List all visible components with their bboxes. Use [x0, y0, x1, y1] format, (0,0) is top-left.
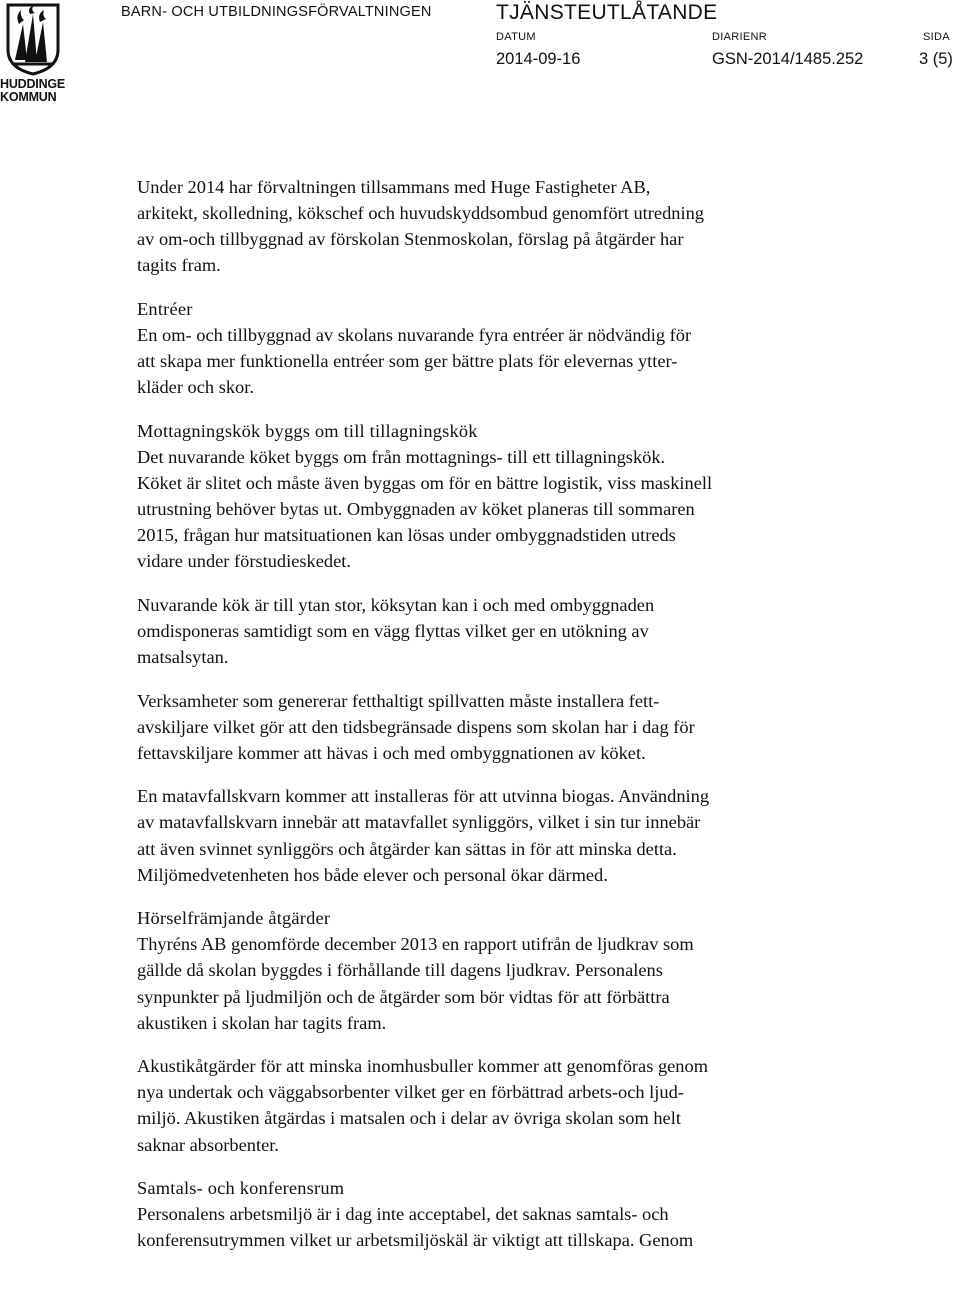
body-text-line: Personalens arbetsmiljö är i dag inte acceptabel, det saknas samtals- och — [137, 1204, 669, 1225]
section-heading: Samtals- och konferensrum — [137, 1178, 345, 1199]
paragraph-gap — [137, 574, 857, 592]
body-text-line: nya undertak och väggabsorbenter vilket ger en förbättrad arbets-och ljud- — [137, 1082, 684, 1103]
paragraph-gap — [137, 888, 857, 906]
page-number: 3 (5) — [919, 50, 953, 68]
logo-name-line2: KOMMUN — [0, 90, 57, 104]
body-text-line: Miljömedvetenheten hos både elever och personal ökar därmed. — [137, 864, 608, 885]
body-text-line: att även svinnet synliggörs och åtgärder kan sättas in för att minska detta. — [137, 838, 677, 859]
municipality-logo — [0, 0, 68, 108]
document-header — [0, 0, 960, 110]
body-section — [137, 296, 857, 400]
body-section — [137, 1175, 857, 1253]
paragraph-gap — [137, 400, 857, 418]
body-text-line: att skapa mer funktionella entréer som ger bättre plats för elevernas ytter- — [137, 351, 678, 372]
section-heading: Entréer — [137, 298, 193, 319]
body-text-line: av matavfallskvarn innebär att matavfallet synliggörs, vilket i sin tur innebär — [137, 812, 701, 833]
body-text-line: arkitekt, skolledning, kökschef och huvudskyddsombud genomfört utredning — [137, 203, 704, 224]
body-text-line: konferensutrymmen vilket ur arbetsmiljöskäl är viktigt att tillskapa. Genom — [137, 1230, 694, 1251]
paragraph-gap — [137, 670, 857, 688]
body-text-line: En matavfallskvarn kommer att installeras för att utvinna biogas. Användning — [137, 786, 710, 807]
body-section — [137, 592, 857, 670]
body-text-line: miljö. Akustiken åtgärdas i matsalen och i delar av övriga skolan som helt — [137, 1108, 681, 1129]
body-text-line: saknar absorbenter. — [137, 1134, 279, 1155]
body-section — [137, 418, 857, 575]
body-text-line: kläder och skor. — [137, 377, 254, 398]
logo-name-line1: HUDDINGE — [0, 77, 66, 91]
body-text-line: Det nuvarande köket byggs om från mottagnings- till ett tillagningskök. — [137, 446, 666, 467]
paragraph-gap — [137, 766, 857, 784]
municipal-crest-icon — [5, 2, 61, 76]
body-text-line: avskiljare vilket gör att den tidsbegränsade dispens som skolan har i dag för — [137, 716, 695, 737]
diary-number-label: DIARIENR — [712, 31, 767, 43]
body-section — [137, 688, 857, 766]
body-text-line: Under 2014 har förvaltningen tillsammans med Huge Fastigheter AB, — [137, 177, 651, 197]
section-heading: Hörselfrämjande åtgärder — [137, 908, 331, 929]
body-text-line: utrustning behöver bytas ut. Ombyggnaden av köket planeras till sommaren — [137, 499, 695, 520]
body-text-line: av om-och tillbyggnad av förskolan Stenmoskolan, förslag på åtgärder har — [137, 229, 684, 250]
body-text-line: fettavskiljare kommer att hävas i och med ombyggnationen av köket. — [137, 742, 646, 763]
date-label: DATUM — [496, 31, 536, 43]
body-text-line: tagits fram. — [137, 255, 221, 276]
body-section — [137, 905, 857, 1035]
section-heading: Mottagningskök byggs om till tillagningskök — [137, 420, 478, 441]
body-text-line: omdisponeras samtidigt som en vägg flyttas vilket ger en utökning av — [137, 620, 649, 641]
body-text-line: synpunkter på ljudmiljön och de åtgärder som bör vidtas för att förbättra — [137, 986, 670, 1007]
body-section — [137, 174, 857, 278]
body-text-line: matsalsytan. — [137, 647, 229, 667]
body-text-line: En om- och tillbyggnad av skolans nuvarande fyra entréer är nödvändig för — [137, 324, 692, 345]
body-text-line: 2015, frågan hur matsituationen kan lösas under ombyggnadstiden utreds — [137, 525, 676, 546]
organization-name: BARN- OCH UTBILDNINGSFÖRVALTNINGEN — [121, 4, 432, 20]
body-text-line: Verksamheter som genererar fetthaltigt spillvatten måste installera fett- — [137, 690, 660, 711]
document-type: TJÄNSTEUTLÅTANDE — [496, 1, 718, 24]
body-text-line: gällde då skolan byggdes i förhållande till dagens ljudkrav. Personalens — [137, 960, 663, 981]
body-text-line: Thyréns AB genomförde december 2013 en rapport utifrån de ljudkrav som — [137, 934, 694, 955]
document-body — [137, 174, 857, 1253]
body-text-line: Köket är slitet och måste även byggas om för en bättre logistik, viss maskinell — [137, 472, 713, 493]
paragraph-gap — [137, 1158, 857, 1176]
diary-number-value: GSN-2014/1485.252 — [712, 50, 864, 68]
paragraph-gap — [137, 278, 857, 296]
body-text-line: vidare under förstudieskedet. — [137, 551, 351, 572]
body-text-line: Nuvarande kök är till ytan stor, köksytan kan i och med ombyggnaden — [137, 594, 655, 615]
date-value: 2014-09-16 — [496, 50, 581, 68]
page-label: SIDA — [923, 31, 950, 43]
body-text-line: akustiken i skolan har tagits fram. — [137, 1012, 387, 1033]
body-section — [137, 783, 857, 887]
body-section — [137, 1053, 857, 1157]
body-text-line: Akustikåtgärder för att minska inomhusbuller kommer att genomföras genom — [137, 1056, 708, 1077]
paragraph-gap — [137, 1036, 857, 1054]
